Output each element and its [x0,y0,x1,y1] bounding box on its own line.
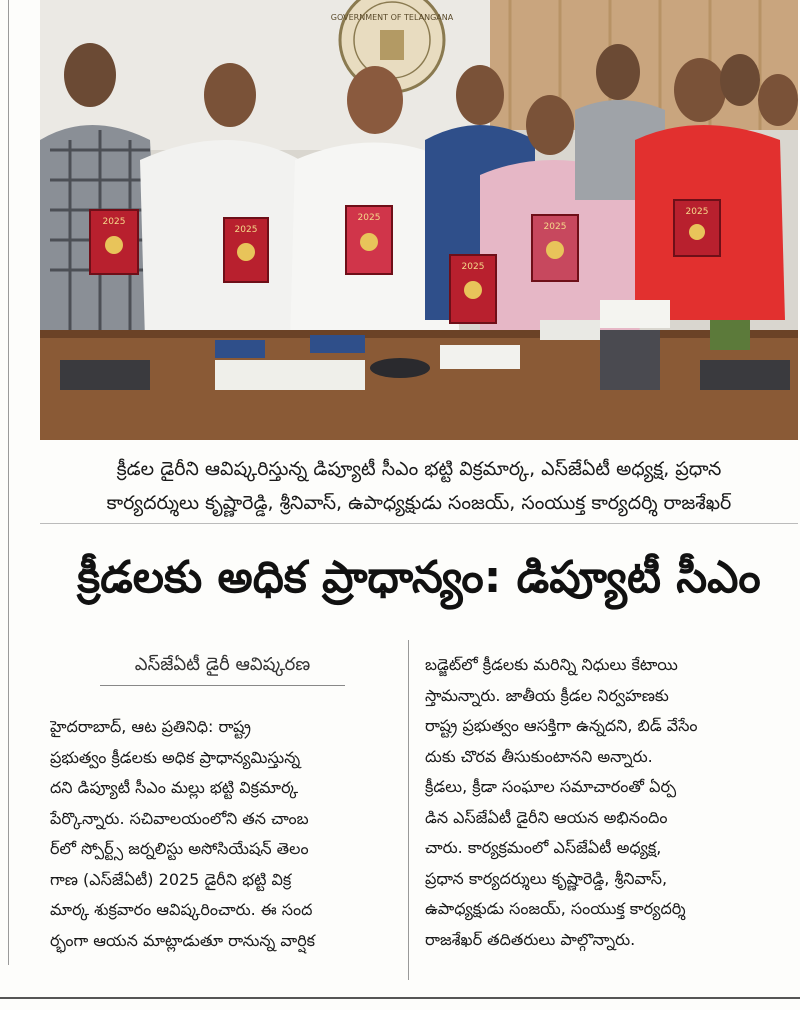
article-line: డిన ఎస్‌జేఏటీ డైరీని ఆయన అభినందిం [425,807,668,827]
article-line: ర్‌లో స్పోర్ట్స్ జర్నలిస్టు అసోసియేషన్ తెలం [50,839,309,858]
article-line: క్రీడలు, క్రీడా సంఘాల సమాచారంతో ఏర్ప [425,777,677,796]
diary-cover-label: 2025 [461,262,485,272]
column-divider [408,640,409,980]
photo-caption [40,452,798,524]
article-line: బడ్జెట్‌లో క్రీడలకు మరిన్ని నిధులు కేటాయి [425,655,678,674]
diary-cover-label: 2025 [234,225,258,235]
caption-line: క్రీడల డైరీని ఆవిష్కరిస్తున్న డిప్యూటీ సీఎం భట్టి విక్రమార్క, ఎస్‌జేఏటీ అధ్యక్ష, ప్రధాన [116,458,722,480]
article-line: దుకు చొరవ తీసుకుంటానని అన్నారు. [425,746,653,766]
article-line: చారు. కార్యక్రమంలో ఎస్‌జేఏటీ అధ్యక్ష, [425,838,662,857]
article-line: ప్రధాన కార్యదర్శులు కృష్ణారెడ్డి, శ్రీనివాస్, [425,868,668,888]
diary-cover-label: 2025 [685,207,709,217]
news-photo [40,0,798,440]
caption-line: కార్యదర్శులు కృష్ణారెడ్డి, శ్రీనివాస్, ఉపాధ్యక్షుడు సంజయ్, సంయుక్త కార్యదర్శి రాజశేఖర్ [106,492,732,514]
article-line: ర్భంగా ఆయన మాట్లాడుతూ రానున్న వార్షిక [50,930,316,950]
left-column-rule [8,0,9,965]
bottom-rule [0,997,800,999]
diary-cover-label: 2025 [102,217,126,227]
diary-cover-label: 2025 [357,213,381,223]
article-column-right [425,650,795,955]
article-line: రాష్ట్ర ప్రభుత్వం ఆసక్తిగా ఉన్నదని, బిడ్ వేసేం [425,716,698,735]
article-line: హైదరాబాద్, ఆట ప్రతినిధి: రాష్ట్ర [50,717,251,736]
article-line: రాజశేఖర్ తదితరులు పాల్గొన్నారు. [425,929,636,949]
seal-text: GOVERNMENT OF TELANGANA [330,13,454,22]
diary-cover-label: 2025 [543,222,567,232]
article-column-left [50,712,395,956]
article-line: గాణ (ఎస్‌జేఏటీ) 2025 డైరీని భట్టి విక్ర [50,869,292,889]
article-line: స్తామన్నారు. జాతీయ క్రీడల నిర్వహణకు [425,685,669,705]
article-line: మార్క శుక్రవారం ఆవిష్కరించారు. ఈ సంద [50,900,313,919]
article-line: ప్రభుత్వం క్రీడలకు అధిక ప్రాధాన్యమిస్తున్న [50,747,301,767]
article-line: పేర్కొన్నారు. సచివాలయంలోని తన చాంబ [50,808,309,828]
article-line: ఉపాధ్యక్షుడు సంజయ్, సంయుక్త కార్యదర్శి [425,899,686,918]
article-line: దని డిప్యూటీ సీఎం మల్లు భట్టి విక్రమార్క [50,778,299,797]
headline: క్రీడలకు అధిక ప్రాధాన్యం: డిప్యూటీ సీఎం [77,552,761,603]
subheading: ఎస్‌జేఏటీ డైరీ ఆవిష్కరణ [100,645,345,686]
